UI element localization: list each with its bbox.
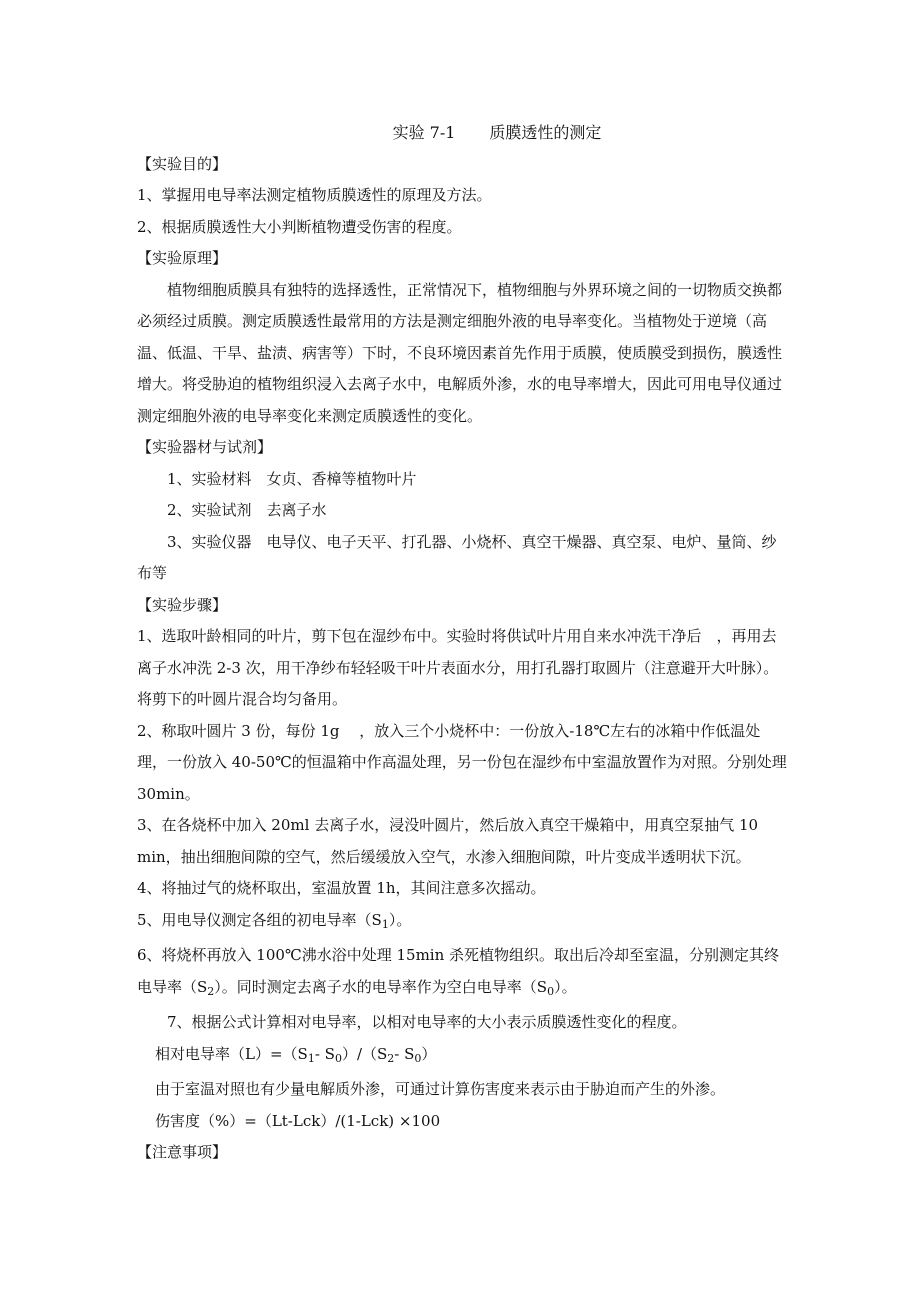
subscript: 0 bbox=[414, 1051, 422, 1065]
step6-text-end: ）。 bbox=[554, 977, 577, 996]
step-item: 1、选取叶龄相同的叶片，剪下包在湿纱布中。实验时将供试叶片用自来水冲洗干净后 ，再用去离子水冲洗 2-3 次，用干净纱布轻轻吸干叶片表面水分，用打孔器打取圆片（注意避开大叶脉）。将剪下的叶圆片混合均匀备用。 bbox=[137, 627, 779, 708]
step-item: 4、将抽过气的烧杯取出，室温放置 1h，其间注意多次摇动。 bbox=[137, 879, 546, 897]
document-body bbox=[137, 117, 787, 1169]
note-line: 由于室温对照也有少量电解质外渗，可通过计算伤害度来表示由于胁迫而产生的外渗。 bbox=[155, 1080, 726, 1098]
steps-heading: 【实验步骤】 bbox=[137, 595, 228, 614]
formula-text: ） bbox=[421, 1044, 437, 1063]
purpose-item: 2、根据质膜透性大小判断植物遭受伤害的程度。 bbox=[137, 217, 462, 236]
purpose-heading: 【实验目的】 bbox=[137, 154, 228, 173]
formula-injury-degree: 伤害度（%）=（Lt-Lck）/(1-Lck) ×100 bbox=[155, 1111, 441, 1130]
notes-heading: 【注意事项】 bbox=[137, 1143, 228, 1161]
step-item bbox=[137, 940, 787, 1007]
formula-text: ）/（S bbox=[341, 1044, 388, 1063]
page-title bbox=[137, 117, 787, 149]
subscript: 1 bbox=[307, 1051, 315, 1065]
step-item: 7、根据公式计算相对电导率，以相对电导率的大小表示质膜透性变化的程度。 bbox=[167, 1013, 687, 1031]
step6-text-mid: ）。同时测定去离子水的电导率作为空白电导率（S bbox=[214, 977, 548, 996]
materials-item: 3、实验仪器 电导仪、电子天平、打孔器、小烧杯、真空干燥器、真空泵、电炉、量筒、纱布等 bbox=[137, 532, 777, 582]
subscript: 2 bbox=[387, 1051, 395, 1065]
step5-text: 5、用电导仪测定各组的初电导率（S bbox=[137, 910, 382, 929]
materials-item: 2、实验试剂 去离子水 bbox=[167, 501, 327, 519]
subscript: 0 bbox=[547, 984, 555, 998]
step-item: 2、称取叶圆片 3 份，每份 1g ，放入三个小烧杯中：一份放入-18℃左右的冰箱中作低温处理，一份放入 40-50℃的恒温箱中作高温处理，另一份包在湿纱布中室温放置作为对照。分别处理 30min。 bbox=[137, 721, 787, 803]
formula-text: 相对电导率（L）=（S bbox=[155, 1044, 308, 1063]
principle-heading: 【实验原理】 bbox=[137, 249, 228, 267]
materials-heading: 【实验器材与试剂】 bbox=[137, 438, 273, 456]
title-experiment-number: 实验 7-1 bbox=[392, 123, 456, 142]
purpose-item: 1、掌握用电导率法测定植物质膜透性的原理及方法。 bbox=[137, 186, 492, 204]
subscript: 2 bbox=[207, 984, 215, 998]
materials-item: 1、实验材料 女贞、香樟等植物叶片 bbox=[167, 469, 417, 488]
step-item: 3、在各烧杯中加入 20ml 去离子水，浸没叶圆片，然后放入真空干燥箱中，用真空泵抽气 10 min，抽出细胞间隙的空气，然后缓缓放入空气，水渗入细胞间隙，叶片变成半透明状下沉。 bbox=[137, 816, 774, 866]
subscript: 0 bbox=[334, 1051, 342, 1065]
formula-relative-conductivity bbox=[137, 1039, 787, 1075]
principle-paragraph: 植物细胞质膜具有独特的选择透性，正常情况下，植物细胞与外界环境之间的一切物质交换都必须经过质膜。测定质膜透性最常用的方法是测定细胞外液的电导率变化。当植物处于逆境（高温、低温、干旱、盐渍、病害等）下时，不良环境因素首先作用于质膜，使质膜受到损伤，膜透性增大。将受胁迫的植物组织浸入去离子水中，电解质外渗，水的电导率增大，因此可用电导仪通过测定细胞外液的电导率变化来测定质膜透性的变化。 bbox=[137, 280, 783, 425]
formula-text: - S bbox=[314, 1044, 335, 1063]
title-experiment-name: 质膜透性的测定 bbox=[489, 123, 602, 142]
step5-text-end: ）。 bbox=[388, 910, 412, 929]
step6-text: 6、将烧杯再放入 100℃沸水浴中处理 15min 杀死植物组织。取出后冷却至室温，分别测定其终电导率（S bbox=[137, 946, 780, 996]
subscript: 1 bbox=[381, 917, 389, 931]
step-item bbox=[137, 905, 787, 941]
formula-text: - S bbox=[394, 1044, 415, 1063]
